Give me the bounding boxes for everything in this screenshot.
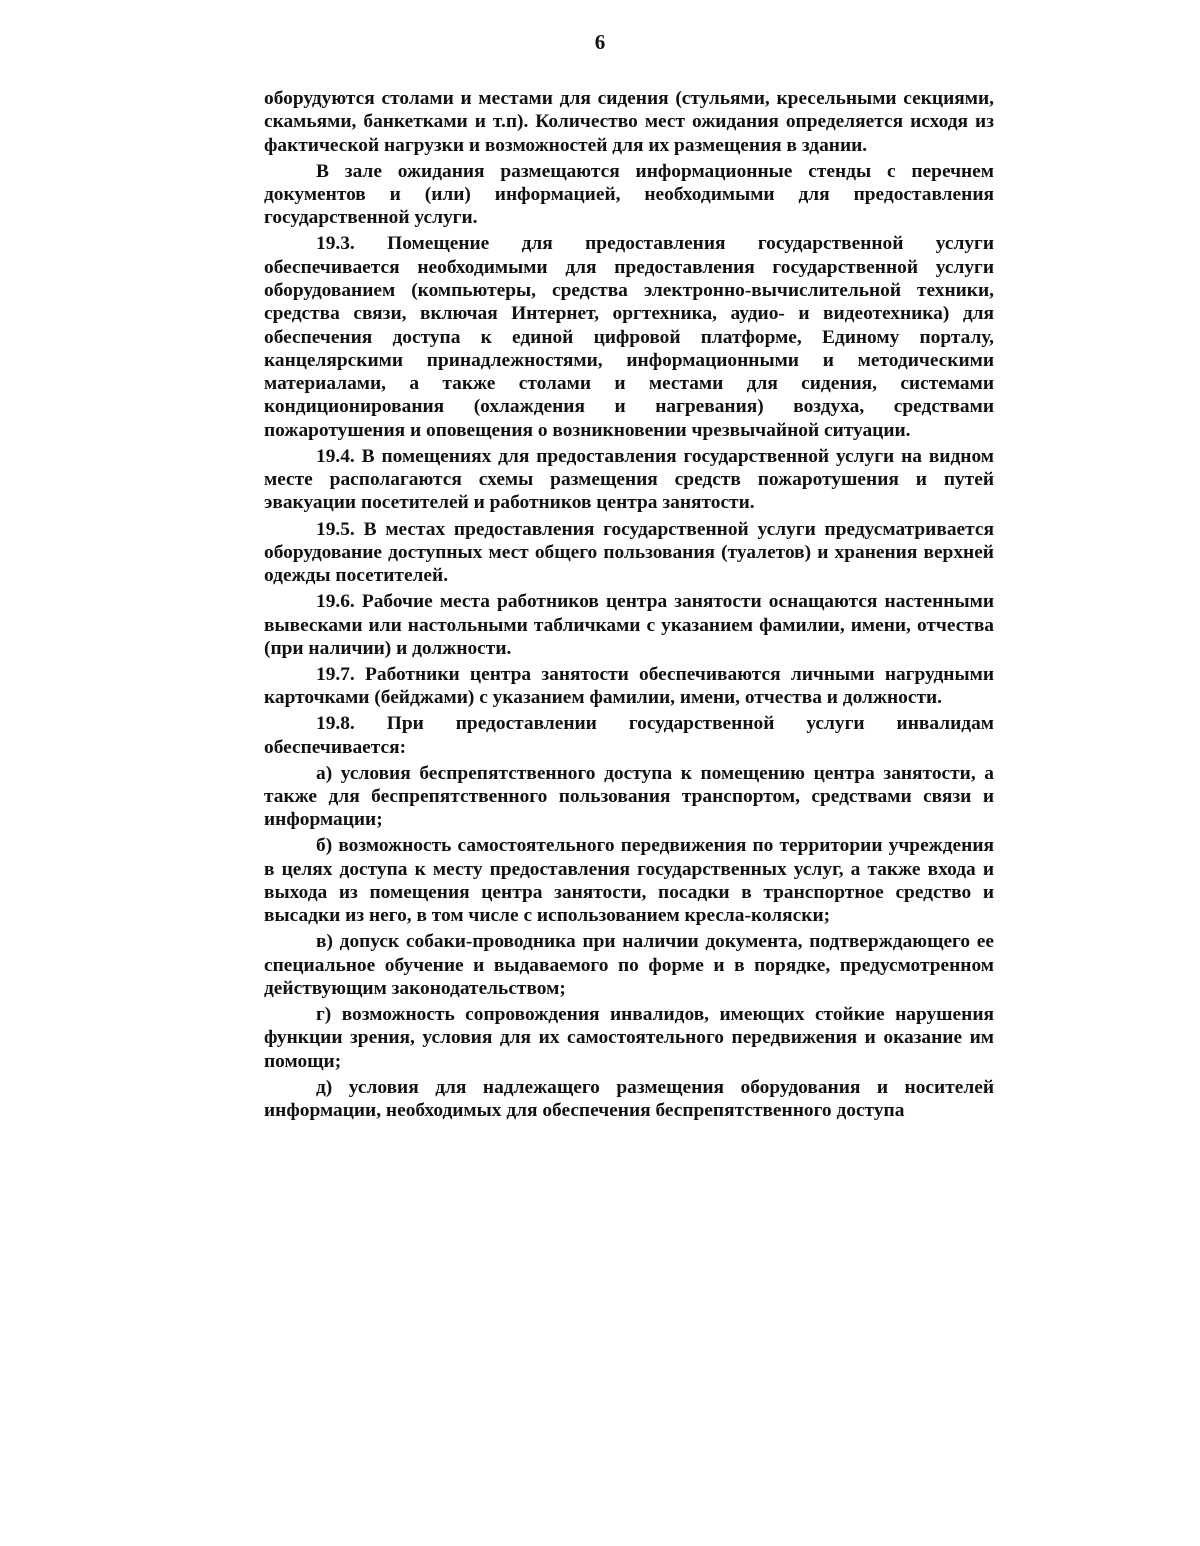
paragraph-19-4: 19.4. В помещениях для предоставления государственной услуги на видном месте располагаются схемы размещения средств пожаротушения и путей эвакуации посетителей и работников центра занятости. — [264, 445, 994, 514]
paragraph-19-8: 19.8. При предоставлении государственной услуги инвалидам обеспечивается: — [264, 713, 994, 758]
paragraph-waiting-area-furniture: оборудуются столами и местами для сидения (стульями, кресельными секциями, скамьями, банкетками и т.п). Количество мест ожидания определяется исходя из фактической нагрузки и возможностей для их размещения в здании. — [264, 88, 994, 156]
list-item-d: д) условия для надлежащего размещения оборудования и носителей информации, необходимых для обеспечения беспрепятственного доступа — [264, 1076, 994, 1122]
list-item-b: б) возможность самостоятельного передвижения по территории учреждения в целях доступа к месту предоставления государственных услуг, а также входа и выхода из помещения центра занятости, посадки в транспортное средство и высадки из него, в том числе с использованием кресла-коляски; — [264, 835, 994, 927]
list-item-g: г) возможность сопровождения инвалидов, имеющих стойкие нарушения функции зрения, условия для их самостоятельного передвижения и оказание им помощи; — [264, 1004, 994, 1072]
paragraph-19-5: 19.5. В местах предоставления государственной услуги предусматривается оборудование доступных мест общего пользования (туалетов) и хранения верхней одежды посетителей. — [264, 518, 994, 587]
paragraph-19-7: 19.7. Работники центра занятости обеспечиваются личными нагрудными карточками (бейджами) с указанием фамилии, имени, отчества и должности. — [264, 663, 994, 709]
paragraph-information-stands: В зале ожидания размещаются информационные стенды с перечнем документов и (или) информацией, необходимыми для предоставления государственной услуги. — [264, 160, 994, 229]
list-item-v: в) допуск собаки-проводника при наличии документа, подтверждающего ее специальное обучение и выдаваемого по форме и в порядке, предусмотренном действующим законодательством; — [264, 931, 994, 999]
page-number: 6 — [594, 30, 606, 54]
paragraph-19-6: 19.6. Рабочие места работников центра занятости оснащаются настенными вывесками или настольными табличками с указанием фамилии, имени, отчества (при наличии) и должности. — [264, 591, 994, 659]
document-body — [264, 87, 994, 1125]
paragraph-19-3: 19.3. Помещение для предоставления государственной услуги обеспечивается необходимыми для предоставления государственной услуги оборудованием (компьютеры, средства электронно-вычислительной техники, средства связи, включая Интернет, оргтехника, аудио- и видеотехника) для обеспечения доступа к единой цифровой платформе, Единому порталу, канцелярскими принадлежностями, информационными и методическими материалами, а также столами и местами для сидения, системами кондиционирования (охлаждения и нагревания) воздуха, средствами пожаротушения и оповещения о возникновении чрезвычайной ситуации. — [264, 233, 994, 441]
list-item-a: а) условия беспрепятственного доступа к помещению центра занятости, а также для беспрепятственного пользования транспортом, средствами связи и информации; — [264, 762, 994, 831]
